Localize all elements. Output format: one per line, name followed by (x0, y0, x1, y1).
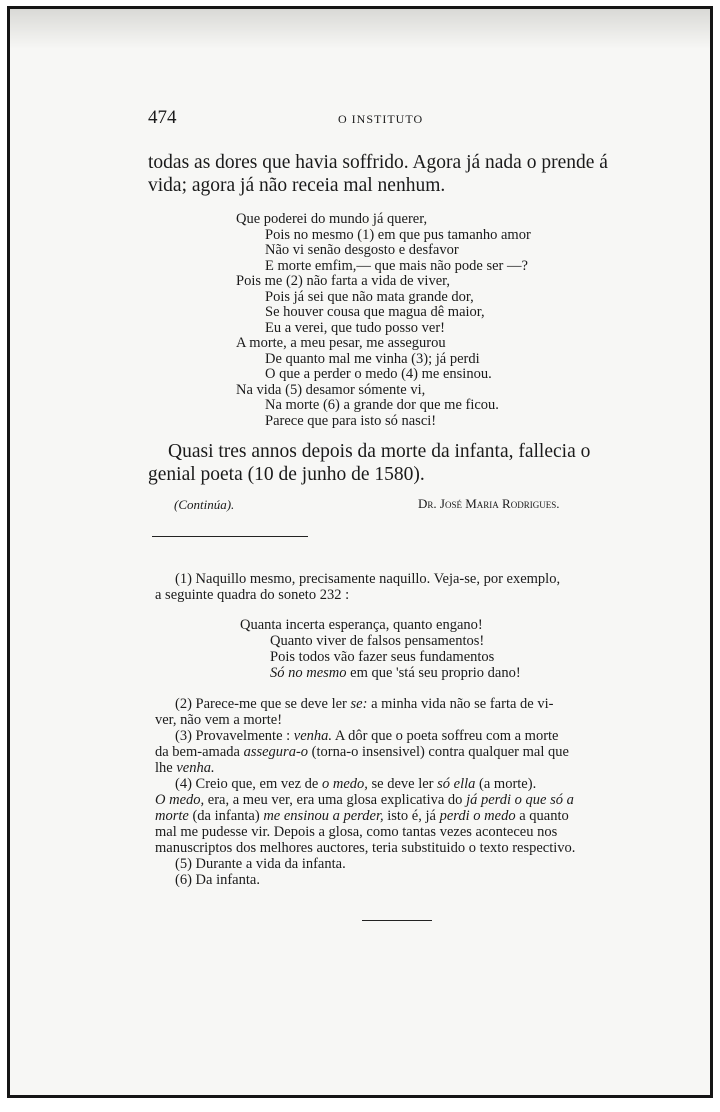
continua-note: (Continúa). (174, 497, 235, 512)
quote-emphasis: Só no mesmo (270, 665, 347, 681)
footnote-3-line-1: (3) Provavelmente : venha. A dôr que o poeta soffreu com a morte (175, 728, 559, 744)
author-signature (418, 496, 559, 512)
footnote-4-line-5: manuscriptos dos melhores auctores, teria substituido o texto respectivo. (155, 840, 576, 856)
poem-line: O que a perder o medo (4) me ensinou. (265, 366, 492, 382)
quote-line: Quanta incerta esperança, quanto engano! (240, 617, 483, 633)
footnote-divider (152, 536, 308, 537)
scanned-page (7, 6, 713, 1098)
quote-line: Só no mesmo em que 'stá seu proprio dano! (270, 665, 521, 681)
poem-line: Não vi senão desgosto e desfavor (265, 242, 459, 258)
intro-line-2: vida; agora já não receia mal nenhum. (148, 175, 446, 196)
end-rule (362, 920, 432, 921)
footnote-1-line-2: a seguinte quadra do soneto 232 : (155, 587, 350, 603)
footnote-4-line-2: O medo, era, a meu ver, era uma glosa explicativa do já perdi o que só a (155, 792, 574, 808)
page-number: 474 (148, 107, 177, 128)
author-name: José Maria Rodrigues. (439, 496, 560, 511)
poem-line: Se houver cousa que magua dê maior, (265, 304, 485, 320)
poem-line: Eu a verei, que tudo posso ver! (265, 320, 445, 336)
poem-line: Na morte (6) a grande dor que me ficou. (265, 397, 499, 413)
poem-line: Pois me (2) não farta a vida de viver, (236, 273, 451, 289)
running-title: O INSTITUTO (338, 112, 424, 126)
footnote-3-line-2: da bem-amada assegura-o (torna-o insensivel) contra qualquer mal que (155, 744, 569, 760)
footnote-1-line-1: (1) Naquillo mesmo, precisamente naquillo. Veja-se, por exemplo, (175, 571, 561, 587)
poem-line: A morte, a meu pesar, me assegurou (236, 335, 446, 351)
author-title: Dr. (418, 496, 437, 511)
footnote-3-line-3: lhe venha. (155, 760, 215, 776)
footnote-4-line-3: morte (da infanta) me ensinou a perder, isto é, já perdi o medo a quanto (155, 808, 569, 824)
footnote-5: (5) Durante a vida da infanta. (175, 856, 346, 872)
poem-line: De quanto mal me vinha (3); já perdi (265, 351, 480, 367)
poem-line: Na vida (5) desamor sómente vi, (236, 382, 426, 398)
poem-line: Pois já sei que não mata grande dor, (265, 289, 474, 305)
quote-line: Quanto viver de falsos pensamentos! (270, 633, 485, 649)
footnote-4-line-1: (4) Creio que, em vez de o medo, se deve ler só ella (a morte). (175, 776, 537, 792)
closing-line-1: Quasi tres annos depois da morte da infanta, fallecia o (168, 441, 591, 462)
poem-line: Pois no mesmo (1) em que pus tamanho amor (265, 227, 531, 243)
quote-line: Pois todos vão fazer seus fundamentos (270, 649, 495, 665)
poem-line: Que poderei do mundo já querer, (236, 211, 428, 227)
footnote-6: (6) Da infanta. (175, 872, 260, 888)
footnote-2-line-2: ver, não vem a morte! (155, 712, 283, 728)
footnote-4-line-4: mal me pudesse vir. Depois a glosa, como tantas vezes aconteceu nos (155, 824, 558, 840)
closing-line-2: genial poeta (10 de junho de 1580). (148, 464, 425, 485)
intro-line-1: todas as dores que havia soffrido. Agora já nada o prende á (148, 152, 608, 173)
footnote-2-line-1: (2) Parece-me que se deve ler se: a minha vida não se farta de vi- (175, 696, 554, 712)
poem-line: Parece que para isto só nasci! (265, 413, 437, 429)
poem-line: E morte emfim,— que mais não pode ser —? (265, 258, 528, 274)
